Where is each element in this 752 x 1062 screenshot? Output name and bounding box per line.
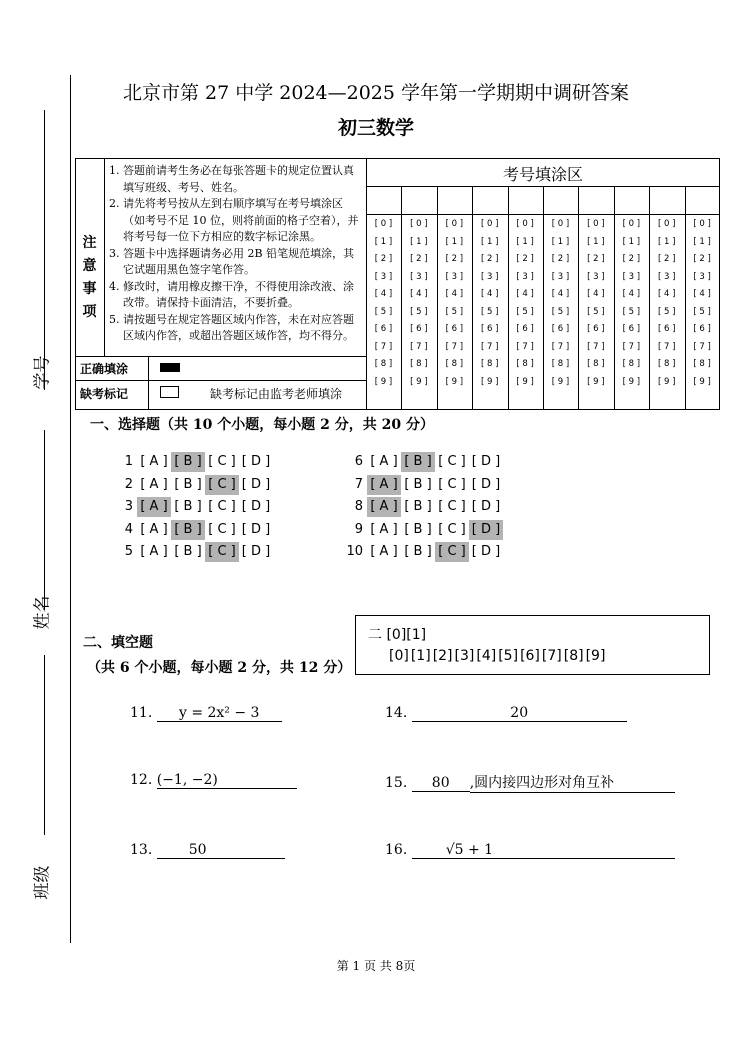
exam-id-digit-bubble[interactable]: [ 7 ] <box>374 341 393 352</box>
exam-id-digit-bubble[interactable]: [ 1 ] <box>657 236 676 247</box>
mc-option-a[interactable]: [ A ] <box>140 454 168 469</box>
exam-id-digit-bubble[interactable]: [ 3 ] <box>622 271 641 282</box>
mc-question-10 <box>343 542 503 562</box>
exam-id-column <box>578 216 613 391</box>
exam-id-digit-bubble[interactable]: [ 5 ] <box>587 306 605 317</box>
exam-id-digit-bubble[interactable]: [ 6 ] <box>410 324 428 334</box>
mc-option-b[interactable]: [ B ] <box>404 544 432 559</box>
exam-id-digit-bubble[interactable]: [ 0 ] <box>551 219 570 229</box>
exam-id-digit-bubble[interactable]: [ 7 ] <box>587 341 605 352</box>
exam-id-column <box>508 216 543 391</box>
exam-id-digit-bubble[interactable]: [ 3 ] <box>587 271 605 282</box>
exam-id-digit-bubble[interactable]: [ 9 ] <box>657 376 676 387</box>
mc-option-b[interactable]: [ B ] <box>171 520 205 540</box>
mc-question-2 <box>113 475 273 495</box>
exam-id-column <box>543 216 578 391</box>
mc-option-a[interactable]: [ A ] <box>140 544 168 559</box>
score-tens-0[interactable]: [0] <box>386 627 407 643</box>
exam-id-digit-bubble[interactable]: [ 2 ] <box>480 254 499 264</box>
mc-option-a[interactable]: [ A ] <box>367 475 401 495</box>
mc-option-b[interactable]: [ B ] <box>401 452 435 472</box>
exam-id-digit-bubble[interactable]: [ 5 ] <box>622 306 641 317</box>
exam-id-digit-bubble[interactable]: [ 1 ] <box>374 236 393 247</box>
exam-id-digit-bubble[interactable]: [ 8 ] <box>693 359 711 369</box>
mc-option-c[interactable]: [ C ] <box>438 521 466 537</box>
mc-option-d[interactable]: [ D ] <box>471 454 501 469</box>
question-number: 15. <box>385 775 408 791</box>
exam-id-digit-bubble[interactable]: [ 4 ] <box>657 289 676 299</box>
mc-option-d[interactable]: [ D ] <box>241 499 271 514</box>
mc-option-c[interactable]: [ C ] <box>438 454 466 469</box>
exam-id-digit-bubble[interactable]: [ 1 ] <box>410 236 428 247</box>
page-footer: 第 1 页 共 8页 <box>336 959 416 973</box>
exam-id-digit-bubble[interactable]: [ 2 ] <box>374 254 393 264</box>
mc-option-c[interactable]: [ C ] <box>438 499 466 514</box>
exam-id-digit-bubble[interactable]: [ 5 ] <box>445 306 464 317</box>
notice-heading-char: 意 <box>82 258 97 274</box>
exam-id-digit-bubble[interactable]: [ 4 ] <box>480 289 499 299</box>
mc-option-c[interactable]: [ C ] <box>205 475 239 495</box>
answer-16 <box>385 842 675 859</box>
exam-id-digit-bubble[interactable]: [ 9 ] <box>410 376 428 387</box>
exam-id-digit-bubble[interactable]: [ 7 ] <box>410 341 428 352</box>
exam-id-digit-bubble[interactable]: [ 9 ] <box>374 376 393 387</box>
exam-id-digit-bubble[interactable]: [ 7 ] <box>622 341 641 352</box>
mc-option-b[interactable]: [ B ] <box>171 452 205 472</box>
mc-question-number: 10 <box>346 544 363 559</box>
exam-id-digit-bubble[interactable]: [ 4 ] <box>551 289 570 299</box>
notice-list <box>109 163 362 345</box>
binding-line <box>70 75 71 943</box>
absent-checkbox[interactable] <box>160 386 179 398</box>
mc-option-a[interactable]: [ A ] <box>137 497 171 517</box>
notice-heading-char: 项 <box>82 304 97 320</box>
exam-id-digit-bubble[interactable]: [ 8 ] <box>657 359 676 369</box>
answer-12 <box>130 772 297 789</box>
score-box-row-1 <box>368 624 426 644</box>
exam-id-digit-bubble[interactable]: [ 4 ] <box>410 289 428 299</box>
mc-question-number: 4 <box>124 521 133 537</box>
exam-id-digit-bubble[interactable]: [ 1 ] <box>587 236 605 247</box>
mc-option-d[interactable]: [ D ] <box>471 499 501 514</box>
mc-option-b[interactable]: [ B ] <box>174 544 202 559</box>
mc-question-number: 6 <box>354 454 363 469</box>
mc-option-b[interactable]: [ B ] <box>404 499 432 514</box>
mc-option-b[interactable]: [ B ] <box>174 476 202 492</box>
exam-id-digit-bubble[interactable]: [ 3 ] <box>445 271 464 282</box>
exam-id-column <box>685 216 720 391</box>
answer-value: 80 <box>412 775 470 792</box>
mc-question-number: 8 <box>354 499 363 514</box>
exam-id-digit-bubble[interactable]: [ 5 ] <box>657 306 676 317</box>
exam-id-digit-bubble[interactable]: [ 5 ] <box>551 306 570 317</box>
mc-option-d[interactable]: [ D ] <box>241 521 271 537</box>
exam-id-digit-bubble[interactable]: [ 1 ] <box>516 236 534 247</box>
exam-id-digit-bubble[interactable]: [ 2 ] <box>445 254 464 264</box>
section2-heading: 二、填空题 <box>83 635 153 651</box>
exam-id-column <box>614 216 649 391</box>
notice-hline-1 <box>75 356 367 357</box>
score-ones-bubble[interactable]: [8] <box>563 648 584 664</box>
exam-id-digit-bubble[interactable]: [ 7 ] <box>551 341 570 352</box>
mc-question-3 <box>113 497 273 517</box>
answer-13 <box>130 842 285 859</box>
score-ones-bubble[interactable]: [0] <box>389 648 409 664</box>
exam-id-digit-bubble[interactable]: [ 9 ] <box>480 376 499 387</box>
mc-option-d[interactable]: [ D ] <box>471 544 501 559</box>
absent-note: 缺考标记由监考老师填涂 <box>210 387 343 401</box>
score-box-row-2 <box>389 648 607 664</box>
correct-fill-sample <box>160 363 180 372</box>
exam-id-digit-bubble[interactable]: [ 3 ] <box>374 271 393 282</box>
exam-id-digit-bubble[interactable]: [ 8 ] <box>374 359 393 369</box>
exam-id-digit-bubble[interactable]: [ 0 ] <box>587 219 605 229</box>
question-number: 16. <box>385 842 408 858</box>
exam-id-digit-bubble[interactable]: [ 6 ] <box>445 324 464 334</box>
class-label: 班级 <box>32 865 53 900</box>
answer-15 <box>385 772 675 793</box>
score-ones-bubble[interactable]: [4] <box>476 648 497 664</box>
exam-id-digit-bubble[interactable]: [ 8 ] <box>516 359 534 369</box>
exam-id-digit-bubble[interactable]: [ 6 ] <box>551 324 570 334</box>
score-box <box>355 615 710 675</box>
exam-id-digit-bubble[interactable]: [ 0 ] <box>693 219 711 229</box>
mc-question-4 <box>113 520 273 540</box>
answer-value: √5 + 1 <box>412 842 675 859</box>
exam-id-digit-bubble[interactable]: [ 9 ] <box>693 376 711 387</box>
name-line <box>44 430 45 610</box>
exam-id-digit-bubble[interactable]: [ 3 ] <box>410 271 428 282</box>
answer-value: y = 2x² − 3 <box>157 705 282 722</box>
section1-heading: 一、选择题（共 10 个小题，每小题 2 分，共 20 分） <box>90 417 434 433</box>
name-label: 姓名 <box>32 595 53 630</box>
exam-id-digit-bubble[interactable]: [ 4 ] <box>587 289 605 299</box>
score-ones-bubble[interactable]: [7] <box>541 648 562 664</box>
exam-id-column <box>649 216 684 391</box>
page-title: 北京市第 27 中学 2024—2025 学年第一学期期中调研答案 <box>122 82 630 104</box>
exam-id-digit-bubble[interactable]: [ 0 ] <box>480 219 499 229</box>
exam-id-digit-bubble[interactable]: [ 5 ] <box>410 306 428 317</box>
exam-id-digit-bubble[interactable]: [ 9 ] <box>622 376 641 387</box>
answer-value: 50 <box>157 842 285 859</box>
notice-item: 3. 答题卡中选择题请务必用 2B 铅笔规范填涂，其它试题用黑色签字笔作答。 <box>109 246 355 276</box>
student-no-line <box>44 110 45 390</box>
score-ones-bubble[interactable]: [6] <box>520 648 540 664</box>
mc-option-c[interactable]: [ C ] <box>208 454 236 469</box>
mc-question-number: 7 <box>354 476 363 492</box>
mc-question-9 <box>343 520 503 540</box>
notice-vline-2 <box>148 356 149 410</box>
mc-option-d[interactable]: [ D ] <box>241 454 271 469</box>
exam-id-digit-bubble[interactable]: [ 8 ] <box>480 359 499 369</box>
score-tens-1[interactable]: [1] <box>406 627 427 643</box>
exam-id-digit-bubble[interactable]: [ 2 ] <box>516 254 534 264</box>
class-line <box>44 655 45 835</box>
answer-11 <box>130 705 282 722</box>
exam-id-digit-bubble[interactable]: [ 4 ] <box>622 289 641 299</box>
exam-id-digit-bubble[interactable]: [ 5 ] <box>516 306 534 317</box>
exam-id-digit-bubble[interactable]: [ 0 ] <box>410 219 428 229</box>
exam-id-digit-bubble[interactable]: [ 5 ] <box>480 306 499 317</box>
notice-heading-char: 事 <box>82 281 97 297</box>
mc-question-7 <box>343 475 503 495</box>
score-ones-bubble[interactable]: [2] <box>432 648 453 664</box>
exam-id-digit-bubble[interactable]: [ 6 ] <box>693 324 711 334</box>
exam-id-digit-bubble[interactable]: [ 7 ] <box>516 341 534 352</box>
mc-option-c[interactable]: [ C ] <box>208 521 236 537</box>
section2-subheading: （共 6 个小题，每小题 2 分，共 12 分） <box>87 660 352 676</box>
answer-value: 20 <box>412 705 627 722</box>
exam-id-digit-bubble[interactable]: [ 7 ] <box>657 341 676 352</box>
exam-id-digit-bubble[interactable]: [ 2 ] <box>622 254 641 264</box>
exam-id-digit-bubble[interactable]: [ 1 ] <box>551 236 570 247</box>
mc-question-number: 9 <box>354 521 363 537</box>
exam-id-digit-bubble[interactable]: [ 7 ] <box>445 341 464 352</box>
exam-id-digit-bubble[interactable]: [ 3 ] <box>551 271 570 282</box>
exam-id-digit-bubble[interactable]: [ 9 ] <box>551 376 570 387</box>
exam-id-digit-bubble[interactable]: [ 6 ] <box>657 324 676 334</box>
exam-id-digit-bubble[interactable]: [ 2 ] <box>551 254 570 264</box>
exam-id-digit-bubble[interactable]: [ 7 ] <box>693 341 711 352</box>
mc-question-8 <box>343 497 503 517</box>
exam-id-digit-bubble[interactable]: [ 4 ] <box>445 289 464 299</box>
exam-id-digit-bubble[interactable]: [ 1 ] <box>693 236 711 247</box>
exam-id-digit-bubble[interactable]: [ 5 ] <box>374 306 393 317</box>
exam-id-digit-bubble[interactable]: [ 3 ] <box>480 271 499 282</box>
exam-id-digit-bubble[interactable]: [ 6 ] <box>374 324 393 334</box>
mc-option-b[interactable]: [ B ] <box>174 499 202 514</box>
mc-question-1 <box>113 452 273 472</box>
mc-option-d[interactable]: [ D ] <box>471 476 501 492</box>
exam-id-digit-bubble[interactable]: [ 0 ] <box>445 219 464 229</box>
exam-id-digit-bubble[interactable]: [ 8 ] <box>410 359 428 369</box>
question-number: 12. <box>130 772 153 788</box>
mc-option-b[interactable]: [ B ] <box>404 521 432 537</box>
mc-option-a[interactable]: [ A ] <box>367 497 401 517</box>
exam-id-digit-bubble[interactable]: [ 5 ] <box>693 306 711 317</box>
answer-14 <box>385 705 627 722</box>
exam-id-digit-bubble[interactable]: [ 8 ] <box>551 359 570 369</box>
exam-id-digit-bubble[interactable]: [ 2 ] <box>587 254 605 264</box>
mc-question-number: 1 <box>124 454 133 469</box>
mc-question-number: 5 <box>124 544 133 559</box>
mc-option-a[interactable]: [ A ] <box>140 476 168 492</box>
score-ones-bubble[interactable]: [1] <box>410 648 431 664</box>
exam-id-digit-bubble[interactable]: [ 6 ] <box>516 324 534 334</box>
exam-id-digit-bubble[interactable]: [ 6 ] <box>480 324 499 334</box>
mc-option-a[interactable]: [ A ] <box>370 544 398 559</box>
mc-question-6 <box>343 452 503 472</box>
notice-hline-2 <box>75 380 367 381</box>
exam-id-column <box>472 216 507 391</box>
score-ones-bubble[interactable]: [3] <box>454 648 475 664</box>
exam-id-digit-bubble[interactable]: [ 6 ] <box>622 324 641 334</box>
mc-question-5 <box>113 542 273 562</box>
mc-option-a[interactable]: [ A ] <box>140 521 168 537</box>
mc-question-number: 3 <box>124 499 133 514</box>
exam-id-digit-bubble[interactable]: [ 8 ] <box>445 359 464 369</box>
question-number: 14. <box>385 705 408 721</box>
exam-id-digit-bubble[interactable]: [ 4 ] <box>374 289 393 299</box>
exam-id-digit-bubble[interactable]: [ 0 ] <box>516 219 534 229</box>
student-no-label: 学号 <box>32 355 53 390</box>
notice-item: 4. 修改时，请用橡皮擦干净，不得使用涂改液、涂改带。请保持卡面清洁，不要折叠。 <box>109 279 354 309</box>
exam-id-digit-bubble[interactable]: [ 3 ] <box>516 271 534 282</box>
mc-option-b[interactable]: [ B ] <box>404 476 432 492</box>
mc-option-c[interactable]: [ C ] <box>438 476 466 492</box>
notice-heading-char: 注 <box>82 235 97 251</box>
mc-option-a[interactable]: [ A ] <box>370 521 398 537</box>
exam-id-digit-bubble[interactable]: [ 2 ] <box>693 254 711 264</box>
exam-id-digit-bubble[interactable]: [ 0 ] <box>622 219 641 229</box>
question-number: 13. <box>130 842 153 858</box>
mc-option-c[interactable]: [ C ] <box>435 542 469 562</box>
score-box-label: 二 <box>368 627 382 643</box>
absent-label: 缺考标记 <box>80 387 129 401</box>
exam-id-digit-bubble[interactable]: [ 1 ] <box>622 236 641 247</box>
exam-id-digit-bubble[interactable]: [ 4 ] <box>516 289 534 299</box>
correct-fill-label: 正确填涂 <box>80 362 129 376</box>
notice-heading <box>75 232 104 324</box>
exam-id-digit-bubble[interactable]: [ 1 ] <box>480 236 499 247</box>
notice-item: 1. 答题前请考生务必在每张答题卡的规定位置认真填写班级、考号、姓名。 <box>109 164 354 194</box>
score-ones-bubble[interactable]: [5] <box>498 648 519 664</box>
exam-id-digit-bubble[interactable]: [ 6 ] <box>587 324 605 334</box>
notice-divider <box>104 158 105 356</box>
mc-option-d[interactable]: [ D ] <box>241 544 271 559</box>
exam-id-digit-bubble[interactable]: [ 7 ] <box>480 341 499 352</box>
answer-value: (−1, −2) <box>157 772 297 789</box>
mc-option-d[interactable]: [ D ] <box>469 520 503 540</box>
exam-id-digit-bubble[interactable]: [ 8 ] <box>587 359 605 369</box>
mc-option-c[interactable]: [ C ] <box>205 542 239 562</box>
exam-id-digit-bubble[interactable]: [ 3 ] <box>693 271 711 282</box>
exam-id-column <box>401 216 436 391</box>
score-ones-bubble[interactable]: [9] <box>585 648 606 664</box>
exam-id-digit-bubble[interactable]: [ 0 ] <box>374 219 393 229</box>
exam-id-digit-bubble[interactable]: [ 9 ] <box>516 376 534 387</box>
mc-option-c[interactable]: [ C ] <box>208 499 236 514</box>
exam-id-digit-bubble[interactable]: [ 2 ] <box>657 254 676 264</box>
mc-option-a[interactable]: [ A ] <box>370 454 398 469</box>
exam-id-digit-bubble[interactable]: [ 2 ] <box>410 254 428 264</box>
exam-id-title: 考号填涂区 <box>502 165 583 184</box>
exam-id-digit-bubble[interactable]: [ 3 ] <box>657 271 676 282</box>
exam-id-digit-bubble[interactable]: [ 9 ] <box>445 376 464 387</box>
mc-question-number: 2 <box>124 476 133 492</box>
notice-item: 5. 请按题号在规定答题区域内作答，未在对应答题区域内作答，或超出答题区域作答，均不得分。 <box>109 312 354 342</box>
exam-id-digit-bubble[interactable]: [ 8 ] <box>622 359 641 369</box>
exam-id-digit-bubble[interactable]: [ 1 ] <box>445 236 464 247</box>
answer-extra: ,圆内接四边形对角互补 <box>470 772 675 793</box>
exam-id-digit-bubble[interactable]: [ 4 ] <box>693 289 711 299</box>
notice-item: 2. 请先将考号按从左到右顺序填写在考号填涂区（如考号不足 10 位，则将前面的格子空着），并将考号每一位下方相应的数字标记涂黑。 <box>109 197 359 243</box>
page-subtitle: 初三数学 <box>337 117 414 139</box>
exam-id-column <box>366 216 401 391</box>
exam-id-digit-bubble[interactable]: [ 0 ] <box>657 219 676 229</box>
exam-id-digit-bubble[interactable]: [ 9 ] <box>587 376 605 387</box>
question-number: 11. <box>130 705 153 721</box>
mc-option-d[interactable]: [ D ] <box>241 476 271 492</box>
exam-id-column <box>437 216 472 391</box>
